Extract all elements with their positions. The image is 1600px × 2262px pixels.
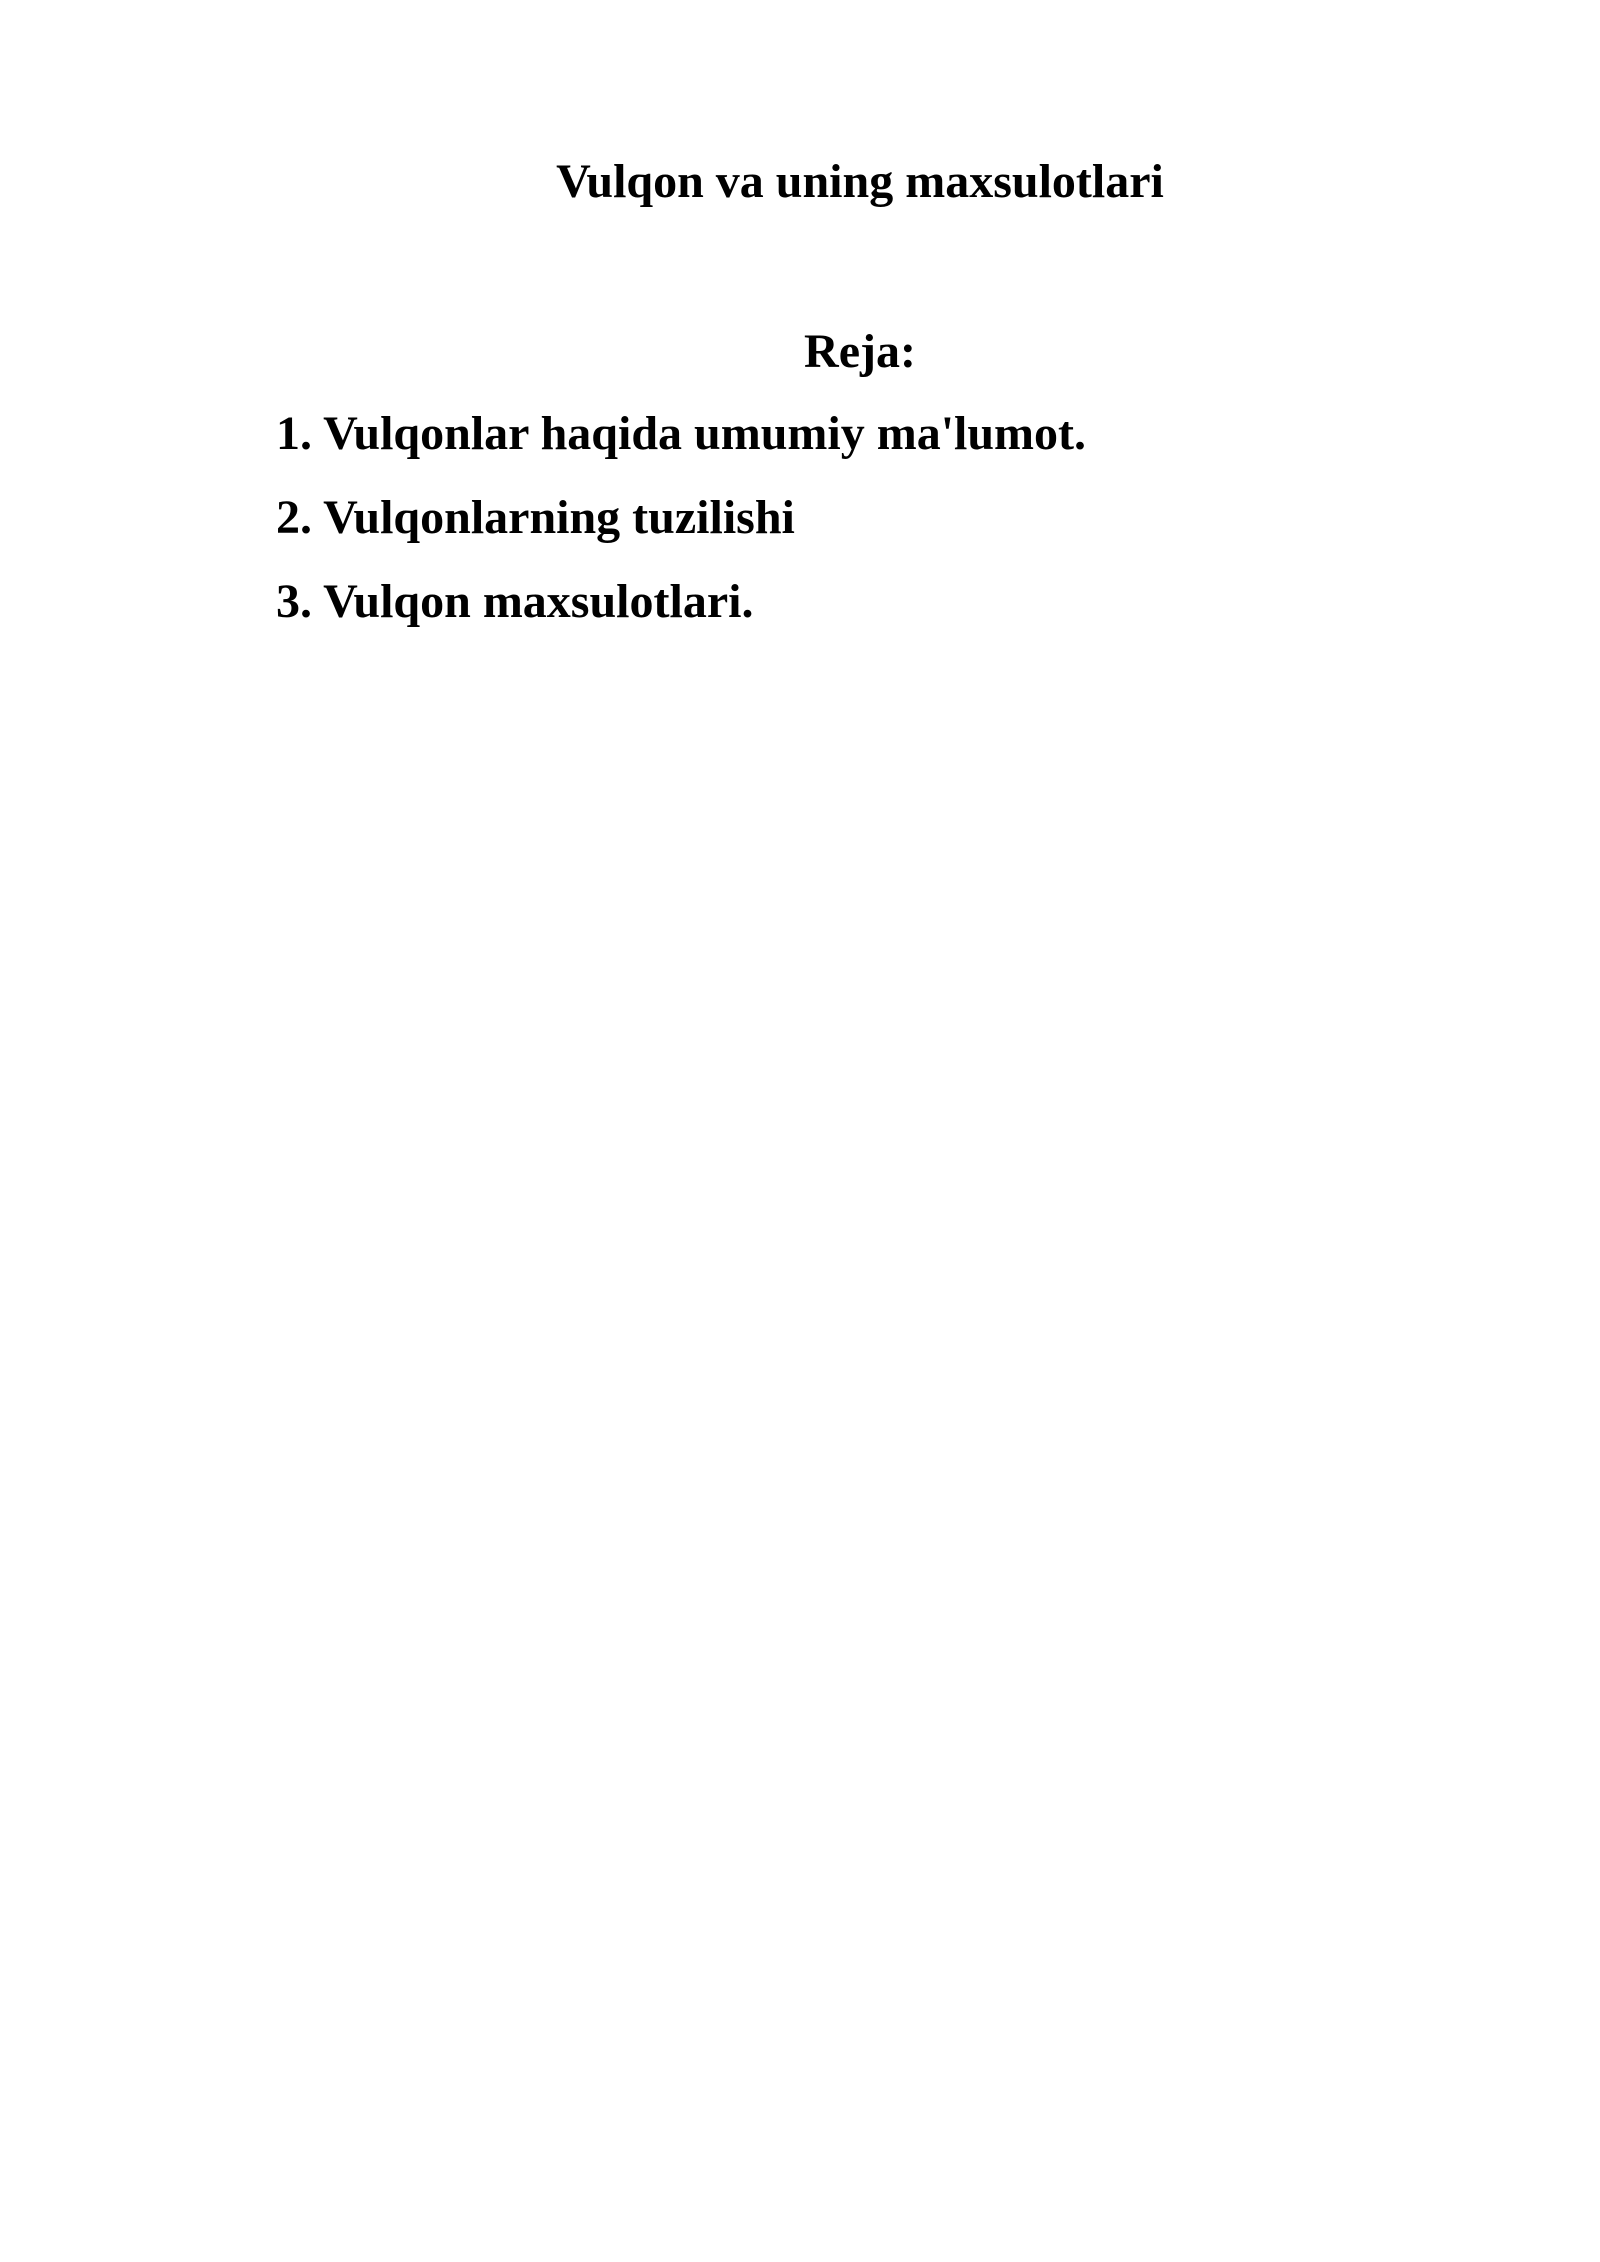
plan-heading: Reja: xyxy=(804,325,916,378)
document-title: Vulqon va uning maxsulotlari xyxy=(556,155,1164,208)
plan-item: 2. Vulqonlarning tuzilishi xyxy=(276,491,795,544)
plan-item: 1. Vulqonlar haqida umumiy ma'lumot. xyxy=(276,407,1087,460)
plan-item: 3. Vulqon maxsulotlari. xyxy=(276,575,754,628)
plan-list xyxy=(276,402,1086,654)
